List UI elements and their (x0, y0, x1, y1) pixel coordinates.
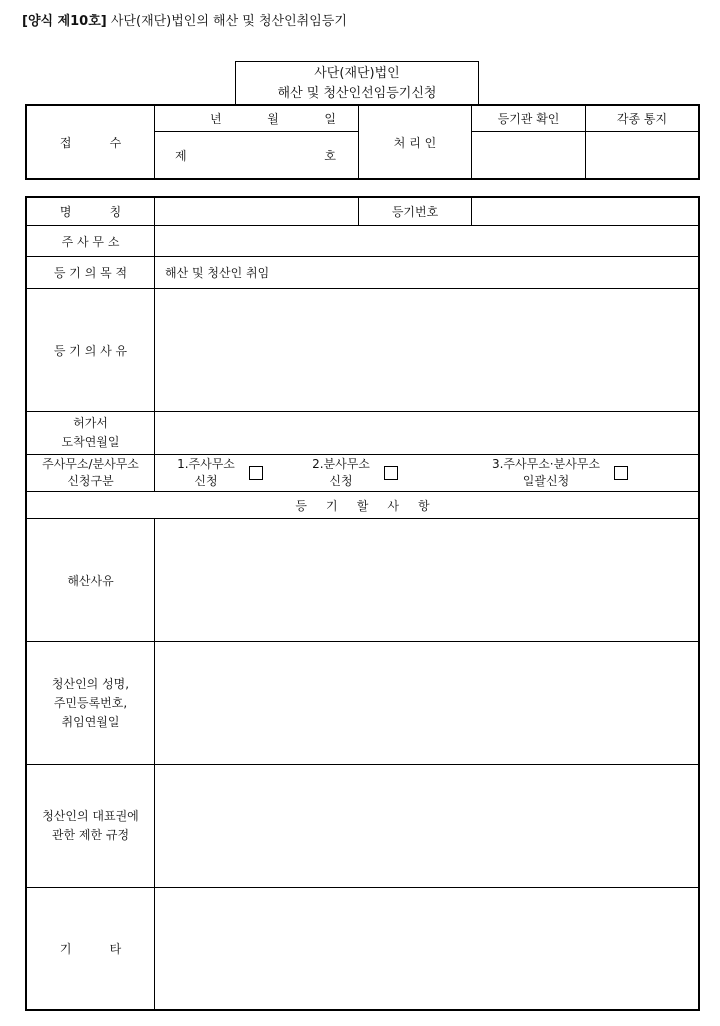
option-branch-office[interactable]: 2.분사무소 신청 (285, 456, 425, 490)
division-label: 주사무소/분사무소 신청구분 (27, 455, 155, 492)
main-form-table (26, 197, 699, 1010)
form-title-box (235, 61, 479, 105)
purpose-value[interactable]: 해산 및 청산인 취임 (155, 257, 699, 289)
title-line-2: 해산 및 청산인선임등기신청 (277, 86, 437, 101)
title-line-1: 사단(재단)법인 (314, 66, 400, 81)
option-main-office[interactable]: 1.주사무소 신청 (155, 456, 285, 490)
permit-date-label: 허가서 도착연월일 (27, 412, 155, 455)
liquidator-info-field[interactable] (155, 642, 699, 765)
number-suffix: 호 (324, 148, 336, 163)
dissolution-reason-field[interactable] (155, 519, 699, 642)
reg-number-field[interactable] (472, 198, 699, 226)
cause-field[interactable] (155, 289, 699, 412)
dissolution-reason-label: 해산사유 (27, 519, 155, 642)
option-bulk[interactable]: 3.주사무소·분사무소 일괄신청 (425, 456, 695, 490)
receipt-date-cell[interactable] (155, 106, 359, 132)
processor-label: 처 리 인 (359, 106, 472, 179)
representation-limit-field[interactable] (155, 765, 699, 888)
form-name: 사단(재단)법인의 해산 및 청산인취임등기 (110, 14, 347, 29)
form-number: [양식 제10호] (22, 14, 107, 29)
office-field[interactable] (155, 226, 699, 257)
receipt-label: 접 수 (27, 106, 155, 179)
form-header (22, 10, 347, 29)
receipt-number-cell[interactable] (155, 132, 359, 179)
number-prefix: 제 (175, 148, 187, 163)
reg-number-label: 등기번호 (359, 198, 472, 226)
representation-limit-label: 청산인의 대표권에 관한 제한 규정 (27, 765, 155, 888)
name-label: 명 칭 (27, 198, 155, 226)
registry-confirm-label: 등기관 확인 (472, 106, 586, 132)
bulk-checkbox[interactable] (614, 466, 628, 480)
branch-office-checkbox[interactable] (384, 466, 398, 480)
other-field[interactable] (155, 888, 699, 1010)
day-label: 일 (324, 112, 336, 126)
main-office-checkbox[interactable] (249, 466, 263, 480)
month-label: 월 (267, 112, 279, 126)
receipt-table (26, 105, 699, 179)
year-label: 년 (210, 112, 222, 126)
liquidator-info-label: 청산인의 성명, 주민등록번호, 취임연월일 (27, 642, 155, 765)
other-label: 기 타 (27, 888, 155, 1010)
office-label: 주 사 무 소 (27, 226, 155, 257)
section-header: 등 기 할 사 항 (27, 492, 699, 519)
permit-date-field[interactable] (155, 412, 699, 455)
name-field[interactable] (155, 198, 359, 226)
purpose-label: 등 기 의 목 적 (27, 257, 155, 289)
cause-label: 등 기 의 사 유 (27, 289, 155, 412)
notices-field[interactable] (586, 132, 699, 179)
notices-label: 각종 통지 (586, 106, 699, 132)
registry-confirm-field[interactable] (472, 132, 586, 179)
division-options (155, 455, 699, 492)
